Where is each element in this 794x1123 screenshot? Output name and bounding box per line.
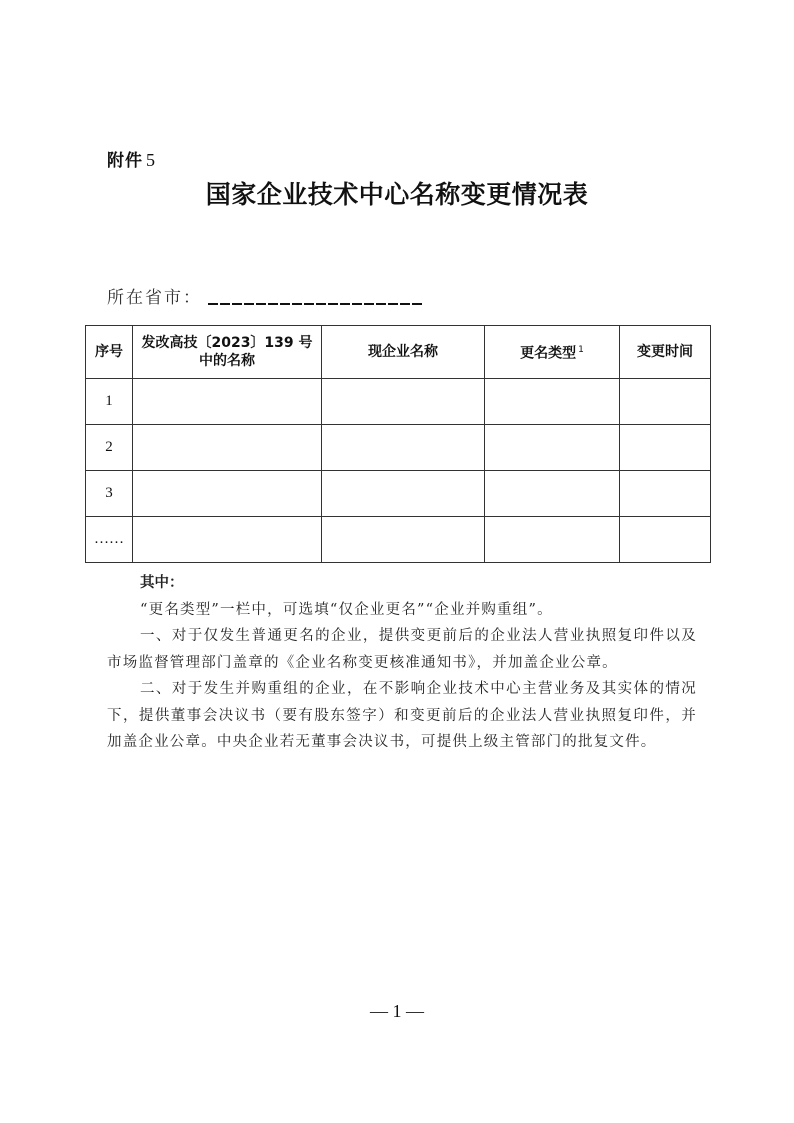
cell-old-name[interactable] bbox=[133, 379, 322, 425]
header-old-name-line1: 发改高技〔2023〕139 号 bbox=[141, 335, 313, 351]
cell-time[interactable] bbox=[620, 379, 711, 425]
cell-type[interactable] bbox=[485, 517, 620, 563]
table-row bbox=[86, 471, 711, 517]
notes-paragraph: 二、对于发生并购重组的企业，在不影响企业技术中心主营业务及其实体的情况下，提供董事会决议书（要有股东签字）和变更前后的企业法人营业执照复印件，并加盖企业公章。中央企业若无董事会决议书，可提供上级主管部门的批复文件。 bbox=[107, 681, 697, 750]
attachment-label bbox=[107, 146, 156, 171]
province-field bbox=[107, 283, 424, 308]
cell-old-name[interactable] bbox=[133, 425, 322, 471]
header-old-name-line2: 中的名称 bbox=[199, 353, 255, 369]
notes-paragraph: “更名类型”一栏中，可选填“仅企业更名”“企业并购重组”。 bbox=[140, 601, 553, 618]
cell-new-name[interactable] bbox=[322, 379, 485, 425]
cell-time[interactable] bbox=[620, 425, 711, 471]
header-type bbox=[485, 326, 620, 379]
cell-index: 1 bbox=[86, 379, 133, 425]
cell-time[interactable] bbox=[620, 517, 711, 563]
cell-new-name[interactable] bbox=[322, 517, 485, 563]
table-row bbox=[86, 425, 711, 471]
header-index: 序号 bbox=[86, 326, 133, 379]
cell-index: 3 bbox=[86, 471, 133, 517]
header-new-name: 现企业名称 bbox=[322, 326, 485, 379]
notes-heading: 其中： bbox=[140, 575, 184, 591]
notes-section bbox=[107, 570, 697, 756]
attachment-number: 5 bbox=[146, 150, 156, 170]
cell-index: …… bbox=[86, 517, 133, 563]
cell-index: 2 bbox=[86, 425, 133, 471]
province-input-line[interactable] bbox=[208, 303, 424, 305]
header-time: 变更时间 bbox=[620, 326, 711, 379]
notes-paragraph: 一、对于仅发生普通更名的企业，提供变更前后的企业法人营业执照复印件以及市场监督管理部门盖章的《企业名称变更核准通知书》，并加盖企业公章。 bbox=[107, 628, 697, 671]
header-type-label: 更名类型 bbox=[520, 345, 577, 362]
cell-type[interactable] bbox=[485, 425, 620, 471]
table-row bbox=[86, 517, 711, 563]
attachment-text: 附件 bbox=[107, 151, 143, 171]
cell-new-name[interactable] bbox=[322, 471, 485, 517]
cell-new-name[interactable] bbox=[322, 425, 485, 471]
page-title: 国家企业技术中心名称变更情况表 bbox=[205, 180, 589, 209]
cell-time[interactable] bbox=[620, 471, 711, 517]
header-old-name bbox=[133, 326, 322, 379]
cell-old-name[interactable] bbox=[133, 471, 322, 517]
cell-type[interactable] bbox=[485, 471, 620, 517]
table-row bbox=[86, 379, 711, 425]
table-header-row bbox=[86, 326, 711, 379]
province-label: 所在省市： bbox=[107, 288, 202, 308]
page-number: — 1 — bbox=[370, 1001, 424, 1021]
footnote-marker: 1 bbox=[578, 345, 584, 356]
name-change-table bbox=[85, 325, 711, 563]
cell-type[interactable] bbox=[485, 379, 620, 425]
cell-old-name[interactable] bbox=[133, 517, 322, 563]
